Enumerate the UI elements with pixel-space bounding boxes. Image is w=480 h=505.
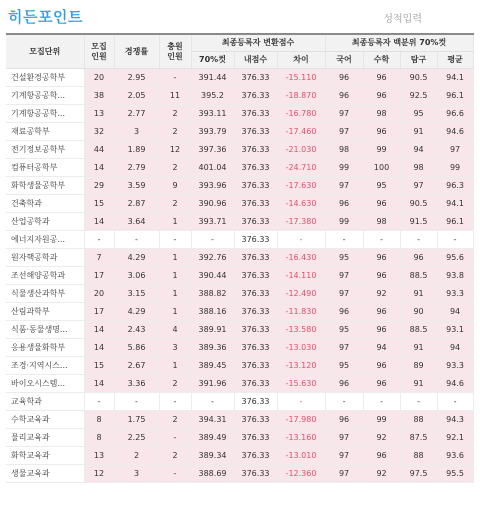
col-kor: 국어 bbox=[325, 52, 363, 69]
cell-additional: - bbox=[159, 231, 191, 249]
table-row[interactable] bbox=[6, 159, 473, 177]
cell-unit: 바이오시스템... bbox=[6, 375, 84, 393]
cell-quota: 29 bbox=[84, 177, 114, 195]
cell-mine: 376.33 bbox=[234, 267, 277, 285]
cell-quota: 14 bbox=[84, 321, 114, 339]
cell-math: 92 bbox=[363, 465, 400, 483]
cell-inq: 97.5 bbox=[400, 465, 437, 483]
cell-cut: 393.71 bbox=[191, 213, 234, 231]
table-row[interactable] bbox=[6, 105, 473, 123]
cell-avg: 94.6 bbox=[437, 123, 473, 141]
col-unit: 모집단위 bbox=[6, 34, 84, 69]
cell-additional: 11 bbox=[159, 87, 191, 105]
cell-math: 96 bbox=[363, 87, 400, 105]
cell-quota: 8 bbox=[84, 429, 114, 447]
cell-math: 92 bbox=[363, 285, 400, 303]
cell-kor: 95 bbox=[325, 357, 363, 375]
cell-quota: 20 bbox=[84, 285, 114, 303]
cell-kor: - bbox=[325, 393, 363, 411]
cell-kor: 96 bbox=[325, 69, 363, 87]
cell-inq: 89 bbox=[400, 357, 437, 375]
cell-diff: -15.630 bbox=[277, 375, 325, 393]
cell-mine: 376.33 bbox=[234, 123, 277, 141]
cell-kor: 97 bbox=[325, 465, 363, 483]
cell-additional: 2 bbox=[159, 195, 191, 213]
cell-quota: 17 bbox=[84, 267, 114, 285]
cell-avg: 93.3 bbox=[437, 357, 473, 375]
cell-quota: 14 bbox=[84, 375, 114, 393]
cell-avg: 93.6 bbox=[437, 447, 473, 465]
cell-diff: -13.580 bbox=[277, 321, 325, 339]
cell-unit: 교육학과 bbox=[6, 393, 84, 411]
cell-mine: 376.33 bbox=[234, 447, 277, 465]
cell-additional: 4 bbox=[159, 321, 191, 339]
table-row[interactable] bbox=[6, 231, 473, 249]
cell-competition: - bbox=[114, 393, 159, 411]
cell-unit: 물리교육과 bbox=[6, 429, 84, 447]
cell-math: 94 bbox=[363, 339, 400, 357]
cell-unit: 전기정보공학부 bbox=[6, 141, 84, 159]
cell-additional: 1 bbox=[159, 213, 191, 231]
cell-avg: 92.1 bbox=[437, 429, 473, 447]
table-row[interactable] bbox=[6, 447, 473, 465]
cell-mine: 376.33 bbox=[234, 159, 277, 177]
cell-diff: -21.030 bbox=[277, 141, 325, 159]
cell-kor: 97 bbox=[325, 339, 363, 357]
cell-math: 96 bbox=[363, 447, 400, 465]
table-row[interactable] bbox=[6, 249, 473, 267]
cell-additional: 1 bbox=[159, 285, 191, 303]
cell-competition: 2.43 bbox=[114, 321, 159, 339]
cell-mine: 376.33 bbox=[234, 87, 277, 105]
cell-kor: 97 bbox=[325, 105, 363, 123]
cell-quota: 38 bbox=[84, 87, 114, 105]
cell-kor: 97 bbox=[325, 123, 363, 141]
cell-math: 99 bbox=[363, 141, 400, 159]
cell-competition: 3.15 bbox=[114, 285, 159, 303]
cell-additional: 1 bbox=[159, 357, 191, 375]
cell-diff: -13.010 bbox=[277, 447, 325, 465]
cell-mine: 376.33 bbox=[234, 411, 277, 429]
cell-diff: -13.030 bbox=[277, 339, 325, 357]
cell-math: 98 bbox=[363, 213, 400, 231]
cell-unit: 화학생물공학부 bbox=[6, 177, 84, 195]
cell-kor: 96 bbox=[325, 303, 363, 321]
cell-competition: 3 bbox=[114, 465, 159, 483]
cell-avg: 97 bbox=[437, 141, 473, 159]
cell-competition: 1.75 bbox=[114, 411, 159, 429]
cell-cut: 394.31 bbox=[191, 411, 234, 429]
cell-unit: 원자핵공학과 bbox=[6, 249, 84, 267]
col-quota bbox=[84, 34, 114, 69]
cell-math: 96 bbox=[363, 303, 400, 321]
table-row[interactable] bbox=[6, 321, 473, 339]
cell-avg: 94 bbox=[437, 339, 473, 357]
cell-avg: 96.1 bbox=[437, 87, 473, 105]
cell-competition: - bbox=[114, 231, 159, 249]
cell-mine: 376.33 bbox=[234, 429, 277, 447]
cell-math: 96 bbox=[363, 123, 400, 141]
cell-cut: 397.36 bbox=[191, 141, 234, 159]
table-row[interactable] bbox=[6, 267, 473, 285]
cell-quota: 15 bbox=[84, 195, 114, 213]
cell-inq: 88 bbox=[400, 447, 437, 465]
col-group-percentile: 최종등록자 백분위 70%컷 bbox=[325, 34, 473, 52]
cell-competition: 5.86 bbox=[114, 339, 159, 357]
cell-cut: 393.11 bbox=[191, 105, 234, 123]
cell-unit: 생물교육과 bbox=[6, 465, 84, 483]
cell-inq: 91 bbox=[400, 339, 437, 357]
cell-avg: 94.1 bbox=[437, 69, 473, 87]
cell-competition: 2.87 bbox=[114, 195, 159, 213]
cell-diff: -11.830 bbox=[277, 303, 325, 321]
cell-additional: - bbox=[159, 465, 191, 483]
cell-kor: 95 bbox=[325, 321, 363, 339]
cell-inq: 96 bbox=[400, 249, 437, 267]
cell-additional: - bbox=[159, 393, 191, 411]
cell-kor: 99 bbox=[325, 213, 363, 231]
cell-inq: 90.5 bbox=[400, 69, 437, 87]
col-cut: 70%컷 bbox=[191, 52, 234, 69]
cell-quota: 8 bbox=[84, 411, 114, 429]
cell-diff: - bbox=[277, 393, 325, 411]
cell-competition: 2.95 bbox=[114, 69, 159, 87]
cell-cut: 395.2 bbox=[191, 87, 234, 105]
cell-additional: 1 bbox=[159, 249, 191, 267]
table-row[interactable] bbox=[6, 177, 473, 195]
cell-competition: 2.79 bbox=[114, 159, 159, 177]
cell-unit: 식물생산과학부 bbox=[6, 285, 84, 303]
cell-mine: 376.33 bbox=[234, 465, 277, 483]
cell-additional: 2 bbox=[159, 159, 191, 177]
cell-avg: 95.6 bbox=[437, 249, 473, 267]
cell-competition: 2.25 bbox=[114, 429, 159, 447]
table-row[interactable] bbox=[6, 285, 473, 303]
cell-diff: -13.160 bbox=[277, 429, 325, 447]
cell-inq: 92.5 bbox=[400, 87, 437, 105]
cell-math: 96 bbox=[363, 375, 400, 393]
cell-additional: 2 bbox=[159, 375, 191, 393]
col-quota-label: 모집 인원 bbox=[91, 41, 107, 61]
cell-additional: 2 bbox=[159, 123, 191, 141]
cell-competition: 3 bbox=[114, 123, 159, 141]
cell-competition: 2.67 bbox=[114, 357, 159, 375]
page-title: 히든포인트 bbox=[8, 8, 83, 26]
col-inq: 탐구 bbox=[400, 52, 437, 69]
cell-unit: 재료공학부 bbox=[6, 123, 84, 141]
cell-kor: 96 bbox=[325, 411, 363, 429]
cell-diff: -14.110 bbox=[277, 267, 325, 285]
cell-kor: 97 bbox=[325, 285, 363, 303]
cell-cut: - bbox=[191, 231, 234, 249]
cell-additional: 1 bbox=[159, 267, 191, 285]
cell-inq: 88.5 bbox=[400, 267, 437, 285]
cell-quota: 14 bbox=[84, 339, 114, 357]
cell-diff: -15.110 bbox=[277, 69, 325, 87]
cell-competition: 4.29 bbox=[114, 303, 159, 321]
cell-cut: 390.44 bbox=[191, 267, 234, 285]
cell-inq: 91.5 bbox=[400, 213, 437, 231]
cell-quota: 7 bbox=[84, 249, 114, 267]
cell-avg: 96.6 bbox=[437, 105, 473, 123]
cell-mine: 376.33 bbox=[234, 231, 277, 249]
cell-unit: 조경·지역시스... bbox=[6, 357, 84, 375]
cell-math: 96 bbox=[363, 321, 400, 339]
cell-inq: 88.5 bbox=[400, 321, 437, 339]
cell-math: 98 bbox=[363, 105, 400, 123]
cell-additional: - bbox=[159, 69, 191, 87]
cell-cut: 388.82 bbox=[191, 285, 234, 303]
cell-quota: 14 bbox=[84, 159, 114, 177]
cell-competition: 2 bbox=[114, 447, 159, 465]
cell-kor: 97 bbox=[325, 429, 363, 447]
cell-avg: 96.1 bbox=[437, 213, 473, 231]
table-row[interactable] bbox=[6, 375, 473, 393]
cell-inq: 87.5 bbox=[400, 429, 437, 447]
cell-competition: 3.59 bbox=[114, 177, 159, 195]
cell-mine: 376.33 bbox=[234, 105, 277, 123]
cell-unit: 기계항공공학... bbox=[6, 105, 84, 123]
cell-diff: -12.490 bbox=[277, 285, 325, 303]
cell-competition: 2.77 bbox=[114, 105, 159, 123]
cell-kor: 97 bbox=[325, 267, 363, 285]
cell-cut: 392.76 bbox=[191, 249, 234, 267]
col-additional bbox=[159, 34, 191, 69]
cell-unit: 수학교육과 bbox=[6, 411, 84, 429]
cell-kor: 96 bbox=[325, 87, 363, 105]
table-row[interactable] bbox=[6, 339, 473, 357]
top-bar bbox=[0, 0, 480, 33]
cell-inq: 95 bbox=[400, 105, 437, 123]
cell-avg: - bbox=[437, 393, 473, 411]
cell-inq: 88 bbox=[400, 411, 437, 429]
cell-math: 92 bbox=[363, 429, 400, 447]
table-row[interactable] bbox=[6, 123, 473, 141]
cell-math: 96 bbox=[363, 69, 400, 87]
table-row[interactable] bbox=[6, 411, 473, 429]
cell-avg: 93.8 bbox=[437, 267, 473, 285]
cell-quota: 15 bbox=[84, 357, 114, 375]
cell-avg: 99 bbox=[437, 159, 473, 177]
cell-cut: 389.45 bbox=[191, 357, 234, 375]
cell-unit: 컴퓨터공학부 bbox=[6, 159, 84, 177]
cell-quota: - bbox=[84, 231, 114, 249]
cell-math: 96 bbox=[363, 357, 400, 375]
cell-unit: 기계항공공학... bbox=[6, 87, 84, 105]
col-competition: 경쟁률 bbox=[114, 34, 159, 69]
cell-math: 95 bbox=[363, 177, 400, 195]
cell-additional: 2 bbox=[159, 105, 191, 123]
cell-inq: 98 bbox=[400, 159, 437, 177]
cell-avg: 96.3 bbox=[437, 177, 473, 195]
cell-diff: -14.630 bbox=[277, 195, 325, 213]
table-body bbox=[6, 69, 473, 483]
table-row[interactable] bbox=[6, 213, 473, 231]
cell-cut: 388.69 bbox=[191, 465, 234, 483]
cell-mine: 376.33 bbox=[234, 213, 277, 231]
cell-diff: -17.980 bbox=[277, 411, 325, 429]
cell-unit: 산림과학부 bbox=[6, 303, 84, 321]
cell-cut: 389.91 bbox=[191, 321, 234, 339]
cell-mine: 376.33 bbox=[234, 339, 277, 357]
cell-mine: 376.33 bbox=[234, 393, 277, 411]
cell-diff: -13.120 bbox=[277, 357, 325, 375]
results-table bbox=[6, 33, 474, 483]
cell-quota: 20 bbox=[84, 69, 114, 87]
cell-quota: 44 bbox=[84, 141, 114, 159]
cell-unit: 식품·동물생명... bbox=[6, 321, 84, 339]
cell-avg: 94.3 bbox=[437, 411, 473, 429]
cell-inq: 94 bbox=[400, 141, 437, 159]
cell-kor: 95 bbox=[325, 249, 363, 267]
cell-inq: 91 bbox=[400, 375, 437, 393]
table-row[interactable] bbox=[6, 465, 473, 483]
cell-mine: 376.33 bbox=[234, 321, 277, 339]
col-group-score: 최종등록자 변환점수 bbox=[191, 34, 325, 52]
cell-avg: 93.3 bbox=[437, 285, 473, 303]
cell-additional: 9 bbox=[159, 177, 191, 195]
cell-quota: 32 bbox=[84, 123, 114, 141]
cell-cut: 390.96 bbox=[191, 195, 234, 213]
table-row[interactable] bbox=[6, 141, 473, 159]
table-row[interactable] bbox=[6, 195, 473, 213]
cell-quota: 17 bbox=[84, 303, 114, 321]
cell-quota: 12 bbox=[84, 465, 114, 483]
cell-cut: 391.44 bbox=[191, 69, 234, 87]
cell-unit: 화학교육과 bbox=[6, 447, 84, 465]
cell-kor: 97 bbox=[325, 447, 363, 465]
cell-diff: -18.870 bbox=[277, 87, 325, 105]
cell-kor: 99 bbox=[325, 159, 363, 177]
cell-kor: 96 bbox=[325, 195, 363, 213]
cell-competition: 3.36 bbox=[114, 375, 159, 393]
cell-competition: 4.29 bbox=[114, 249, 159, 267]
cell-quota: - bbox=[84, 393, 114, 411]
cell-math: 96 bbox=[363, 267, 400, 285]
table-row[interactable] bbox=[6, 357, 473, 375]
cell-avg: 94 bbox=[437, 303, 473, 321]
cell-cut: 388.16 bbox=[191, 303, 234, 321]
cell-mine: 376.33 bbox=[234, 249, 277, 267]
cell-inq: 91 bbox=[400, 285, 437, 303]
cell-inq: 90 bbox=[400, 303, 437, 321]
cell-competition: 3.64 bbox=[114, 213, 159, 231]
cell-competition: 3.06 bbox=[114, 267, 159, 285]
cell-cut: 393.79 bbox=[191, 123, 234, 141]
cell-mine: 376.33 bbox=[234, 69, 277, 87]
cell-mine: 376.33 bbox=[234, 285, 277, 303]
cell-unit: 건축학과 bbox=[6, 195, 84, 213]
cell-additional: 3 bbox=[159, 339, 191, 357]
cell-diff: -16.430 bbox=[277, 249, 325, 267]
score-input-link[interactable]: 성적입력 bbox=[383, 14, 422, 25]
cell-competition: 2.05 bbox=[114, 87, 159, 105]
cell-diff: -17.630 bbox=[277, 177, 325, 195]
cell-diff: -17.460 bbox=[277, 123, 325, 141]
cell-additional: - bbox=[159, 429, 191, 447]
cell-unit: 에너지자원공... bbox=[6, 231, 84, 249]
cell-diff: -16.780 bbox=[277, 105, 325, 123]
cell-mine: 376.33 bbox=[234, 195, 277, 213]
cell-mine: 376.33 bbox=[234, 177, 277, 195]
cell-math: 96 bbox=[363, 195, 400, 213]
table-row[interactable] bbox=[6, 69, 473, 87]
cell-cut: 391.96 bbox=[191, 375, 234, 393]
cell-kor: - bbox=[325, 231, 363, 249]
cell-kor: 98 bbox=[325, 141, 363, 159]
cell-cut: 389.34 bbox=[191, 447, 234, 465]
cell-inq: 91 bbox=[400, 123, 437, 141]
cell-diff: -12.360 bbox=[277, 465, 325, 483]
cell-inq: - bbox=[400, 393, 437, 411]
cell-additional: 2 bbox=[159, 447, 191, 465]
cell-cut: - bbox=[191, 393, 234, 411]
cell-cut: 401.04 bbox=[191, 159, 234, 177]
cell-math: - bbox=[363, 393, 400, 411]
cell-mine: 376.33 bbox=[234, 141, 277, 159]
cell-cut: 389.36 bbox=[191, 339, 234, 357]
col-diff: 차이 bbox=[277, 52, 325, 69]
col-math: 수학 bbox=[363, 52, 400, 69]
cell-unit: 조선해양공학과 bbox=[6, 267, 84, 285]
cell-mine: 376.33 bbox=[234, 357, 277, 375]
cell-mine: 376.33 bbox=[234, 375, 277, 393]
cell-math: - bbox=[363, 231, 400, 249]
cell-diff: - bbox=[277, 231, 325, 249]
cell-avg: - bbox=[437, 231, 473, 249]
cell-cut: 389.49 bbox=[191, 429, 234, 447]
cell-math: 99 bbox=[363, 411, 400, 429]
cell-unit: 응용생물화학부 bbox=[6, 339, 84, 357]
cell-competition: 1.89 bbox=[114, 141, 159, 159]
col-mine: 내점수 bbox=[234, 52, 277, 69]
cell-avg: 94.1 bbox=[437, 195, 473, 213]
cell-kor: 97 bbox=[325, 177, 363, 195]
cell-diff: -24.710 bbox=[277, 159, 325, 177]
table-row[interactable] bbox=[6, 393, 473, 411]
cell-inq: - bbox=[400, 231, 437, 249]
cell-kor: 96 bbox=[325, 375, 363, 393]
cell-math: 100 bbox=[363, 159, 400, 177]
cell-mine: 376.33 bbox=[234, 303, 277, 321]
cell-quota: 13 bbox=[84, 447, 114, 465]
cell-diff: -17.380 bbox=[277, 213, 325, 231]
col-additional-label: 충원 인원 bbox=[167, 41, 183, 61]
cell-avg: 94.6 bbox=[437, 375, 473, 393]
cell-unit: 산업공학과 bbox=[6, 213, 84, 231]
table-row[interactable] bbox=[6, 303, 473, 321]
cell-cut: 393.96 bbox=[191, 177, 234, 195]
table-row[interactable] bbox=[6, 429, 473, 447]
cell-inq: 90.5 bbox=[400, 195, 437, 213]
cell-unit: 건설환경공학부 bbox=[6, 69, 84, 87]
cell-additional: 1 bbox=[159, 303, 191, 321]
cell-additional: 2 bbox=[159, 411, 191, 429]
cell-quota: 13 bbox=[84, 105, 114, 123]
cell-avg: 93.1 bbox=[437, 321, 473, 339]
table-row[interactable] bbox=[6, 87, 473, 105]
col-avg: 평균 bbox=[437, 52, 473, 69]
cell-additional: 12 bbox=[159, 141, 191, 159]
cell-avg: 95.5 bbox=[437, 465, 473, 483]
cell-math: 96 bbox=[363, 249, 400, 267]
cell-inq: 97 bbox=[400, 177, 437, 195]
cell-quota: 14 bbox=[84, 213, 114, 231]
